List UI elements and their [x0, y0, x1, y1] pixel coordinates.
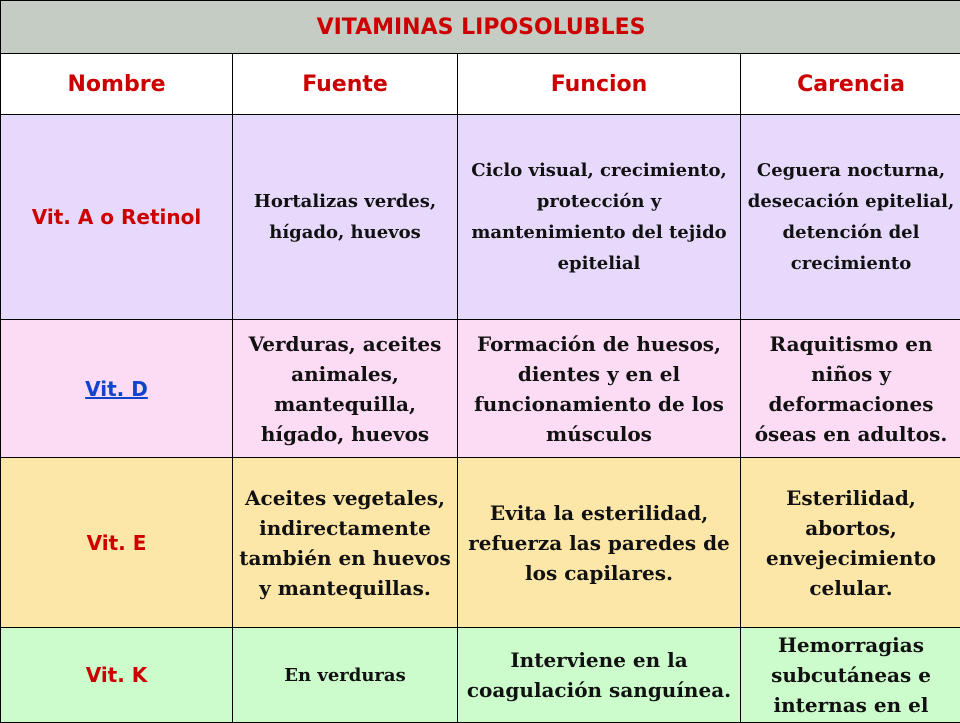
table-row-vit-k [1, 628, 960, 723]
title-row [1, 1, 960, 54]
vit-a-name: Vit. A o Retinol [1, 115, 233, 320]
header-row [1, 54, 960, 115]
table-title: VITAMINAS LIPOSOLUBLES [1, 1, 960, 54]
table-row-vit-a [1, 115, 960, 320]
vit-k-name: Vit. K [1, 628, 233, 723]
vit-e-fuente: Aceites vegetales, indirectamente también en huevos y mantequillas. [233, 458, 458, 628]
vit-k-funcion: Interviene en la coagulación sanguínea. [458, 628, 741, 723]
vit-e-funcion: Evita la esterilidad, refuerza las paredes de los capilares. [458, 458, 741, 628]
vit-k-fuente: En verduras [233, 628, 458, 723]
vit-e-name: Vit. E [1, 458, 233, 628]
vit-d-link[interactable]: Vit. D [85, 377, 148, 401]
table-row-vit-e [1, 458, 960, 628]
vit-e-carencia: Esterilidad, abortos, envejecimiento celular. [741, 458, 960, 628]
vit-d-name-cell [1, 320, 233, 458]
header-funcion: Funcion [458, 54, 741, 115]
vit-k-carencia: Hemorragias subcutáneas e internas en el [741, 628, 960, 723]
header-carencia: Carencia [741, 54, 960, 115]
table-row-vit-d [1, 320, 960, 458]
vit-a-fuente: Hortalizas verdes, hígado, huevos [233, 115, 458, 320]
vit-a-carencia: Ceguera nocturna, desecación epitelial, detención del crecimiento [741, 115, 960, 320]
header-fuente: Fuente [233, 54, 458, 115]
vit-d-funcion: Formación de huesos, dientes y en el funcionamiento de los músculos [458, 320, 741, 458]
vit-d-carencia: Raquitismo en niños y deformaciones óseas en adultos. [741, 320, 960, 458]
vit-d-fuente: Verduras, aceites animales, mantequilla, hígado, huevos [233, 320, 458, 458]
vit-a-funcion: Ciclo visual, crecimiento, protección y mantenimiento del tejido epitelial [458, 115, 741, 320]
header-nombre: Nombre [1, 54, 233, 115]
